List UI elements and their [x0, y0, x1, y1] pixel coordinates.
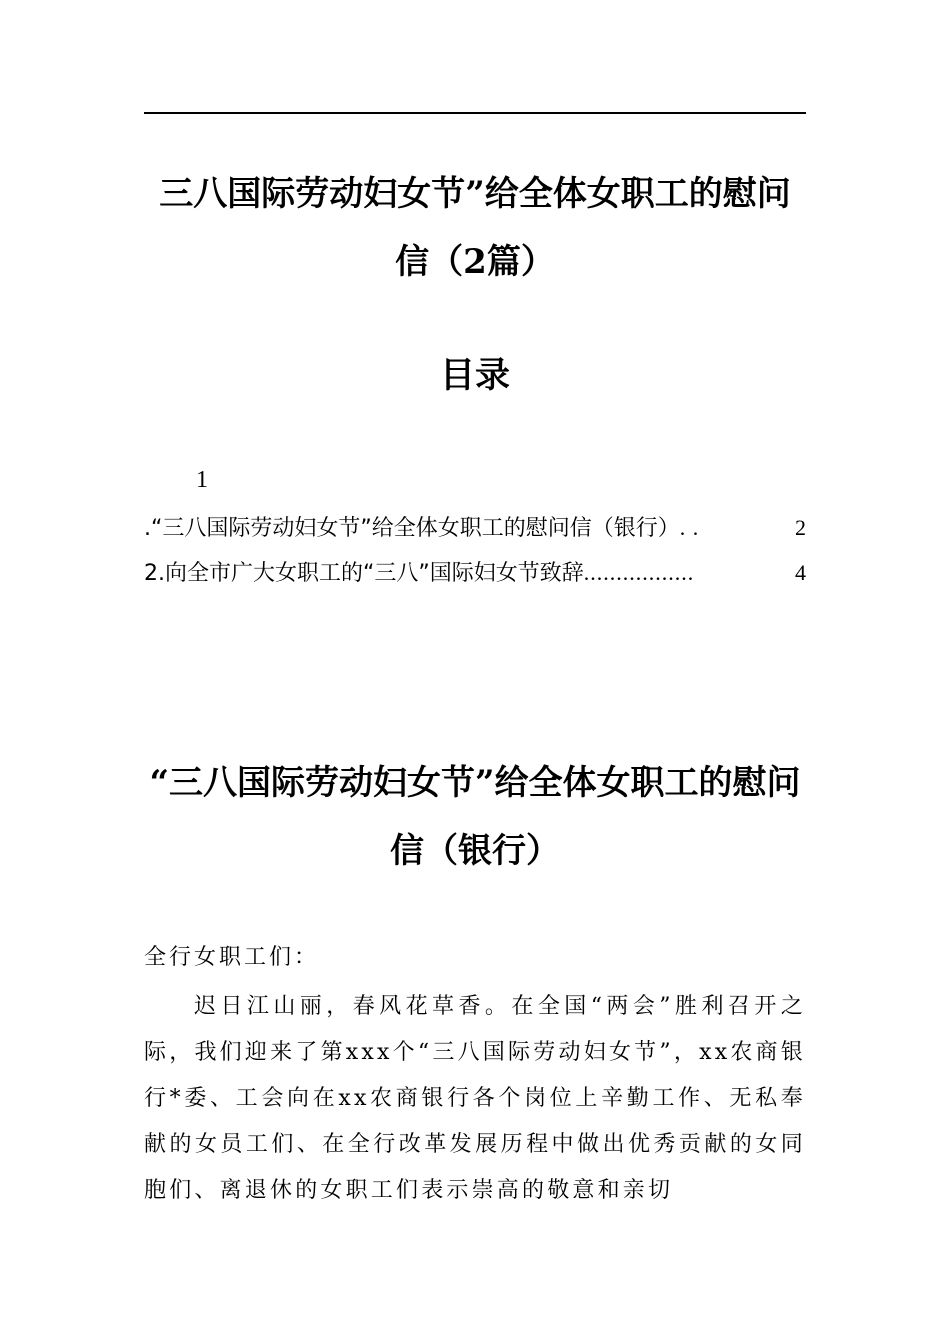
toc-entry-label[interactable]: .“三八国际劳动妇女节”给全体女职工的慰问信（银行） — [144, 516, 680, 541]
toc-leader-dots: ................. — [583, 560, 695, 585]
toc-page-number[interactable]: 2 — [795, 515, 806, 540]
letter-salutation: 全行女职工们： — [144, 945, 320, 970]
toc-entry-2[interactable] — [144, 553, 806, 594]
document-title: 三八国际劳动妇女节”给全体女职工的慰问信（2篇） — [159, 174, 791, 282]
section-title: “三八国际劳动妇女节”给全体女职工的慰问信（银行） — [149, 763, 801, 871]
toc-leader-dots: . . — [679, 515, 700, 540]
toc-entry-label[interactable]: 2.向全市广大女职工的“三八”国际妇女节致辞 — [144, 561, 584, 586]
letter-body-paragraph: 迟日江山丽，春风花草香。在全国“两会”胜利召开之际，我们迎来了第xxx个“三八国际劳动妇女节”，xx农商银行*委、工会向在xx农商银行各个岗位上辛勤工作、无私奉献的女员工们、在全行改革发展历程中做出优秀贡献的女同胞们、离退休的女职工们表示崇高的敬意和亲切 — [144, 994, 806, 1203]
toc-entry-number: 1 — [196, 467, 208, 493]
toc-heading: 目录 — [439, 355, 510, 396]
header-rule — [144, 112, 806, 114]
toc-page-number[interactable]: 4 — [795, 560, 806, 585]
toc-entry-1[interactable] — [144, 508, 806, 549]
